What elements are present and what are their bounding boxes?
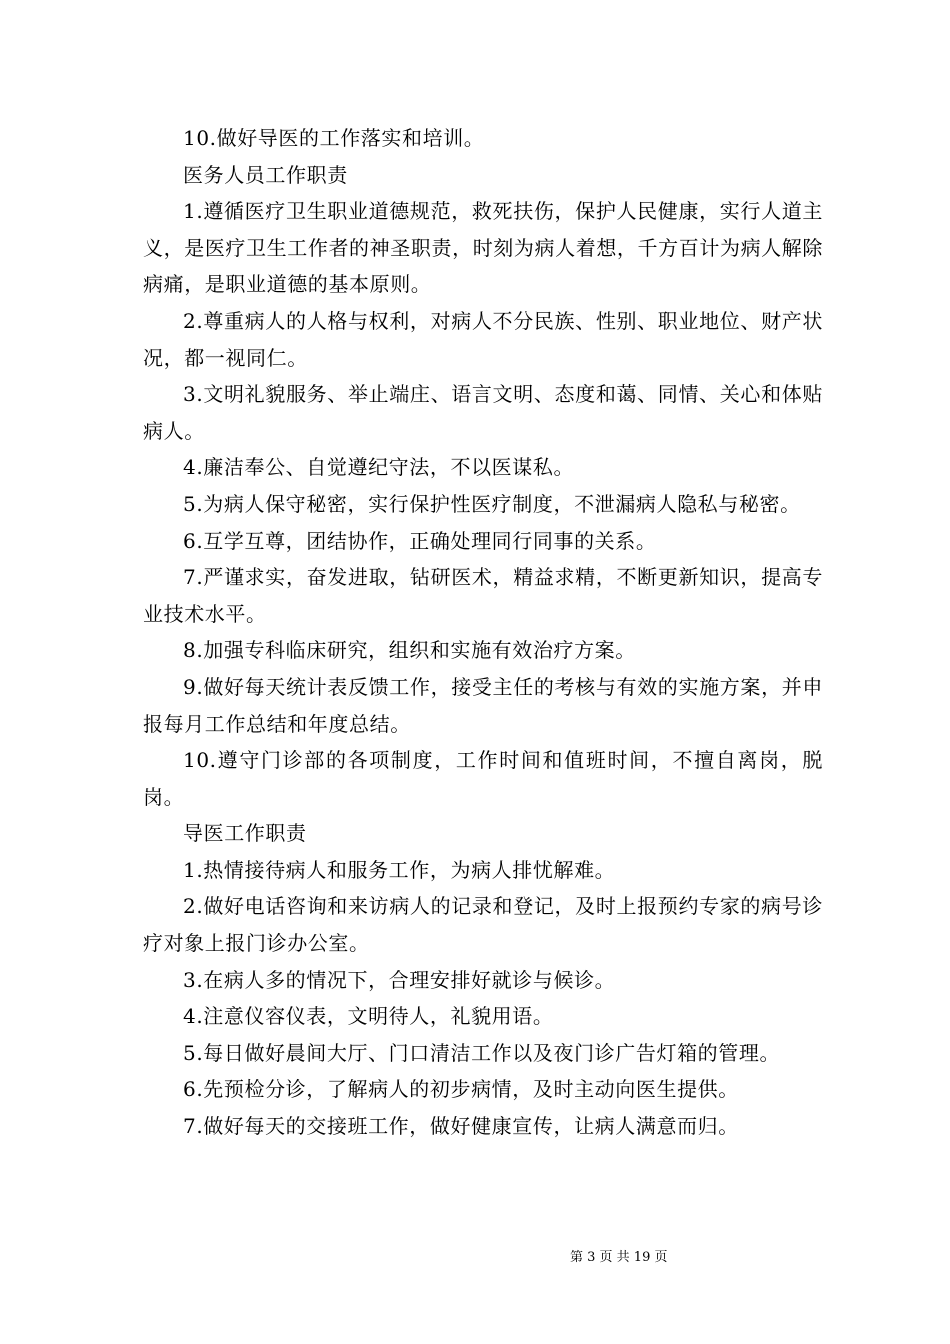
paragraph-guide-item-6: 6.先预检分诊，了解病人的初步病情，及时主动向医生提供。: [183, 1077, 739, 1102]
paragraph-staff-item-2: 2.尊重病人的人格与权利，对病人不分民族、性别、职业地位、财产状况，都一视同仁。: [143, 308, 823, 370]
paragraph-staff-item-3: 3.文明礼貌服务、举止端庄、语言文明、态度和蔼、同情、关心和体贴病人。: [143, 382, 823, 443]
paragraph-staff-item-5: 5.为病人保守秘密，实行保护性医疗制度，不泄漏病人隐私与秘密。: [183, 491, 801, 516]
paragraph-staff-item-8: 8.加强专科临床研究，组织和实施有效治疗方案。: [183, 638, 636, 663]
paragraph-staff-item-7: 7.严谨求实，奋发进取，钻研医术，精益求精，不断更新知识，提高专业技术水平。: [143, 565, 823, 626]
paragraph-guide-item-2: 2.做好电话咨询和来访病人的记录和登记，及时上报预约专家的病号诊疗对象上报门诊办公室。: [143, 894, 823, 956]
paragraph-guide-item-3: 3.在病人多的情况下，合理安排好就诊与候诊。: [183, 967, 616, 992]
paragraph-staff-item-6: 6.互学互尊，团结协作，正确处理同行同事的关系。: [183, 528, 657, 553]
paragraph-staff-item-1: 1.遵循医疗卫生职业道德规范，救死扶伤，保护人民健康，实行人道主义，是医疗卫生工作者的神圣职责，时刻为病人着想，千方百计为病人解除病痛，是职业道德的基本原则。: [143, 199, 823, 297]
section-heading-medical-staff: 医务人员工作职责: [183, 162, 348, 187]
section-heading-guide: 导医工作职责: [183, 821, 307, 846]
document-body: [143, 120, 823, 1145]
paragraph-guide-item-4: 4.注意仪容仪表，文明待人，礼貌用语。: [183, 1004, 554, 1029]
paragraph-staff-item-10: 10.遵守门诊部的各项制度，工作时间和值班时间，不擅自离岗，脱岗。: [143, 748, 823, 809]
paragraph-guide-item-7: 7.做好每天的交接班工作，做好健康宣传，让病人满意而归。: [183, 1114, 739, 1139]
page-number-footer: 第 3 页 共 19 页: [570, 1250, 668, 1265]
paragraph-staff-item-4: 4.廉洁奉公、自觉遵纪守法，不以医谋私。: [183, 455, 575, 480]
paragraph-guide-item-10: 10.做好导医的工作落实和培训。: [183, 126, 485, 150]
paragraph-guide-item-5: 5.每日做好晨间大厅、门口清洁工作以及夜门诊广告灯箱的管理。: [183, 1040, 781, 1065]
paragraph-staff-item-9: 9.做好每天统计表反馈工作，接受主任的考核与有效的实施方案，并申报每月工作总结和年度总结。: [143, 674, 823, 736]
paragraph-guide-item-1: 1.热情接待病人和服务工作，为病人排忧解难。: [183, 857, 616, 882]
